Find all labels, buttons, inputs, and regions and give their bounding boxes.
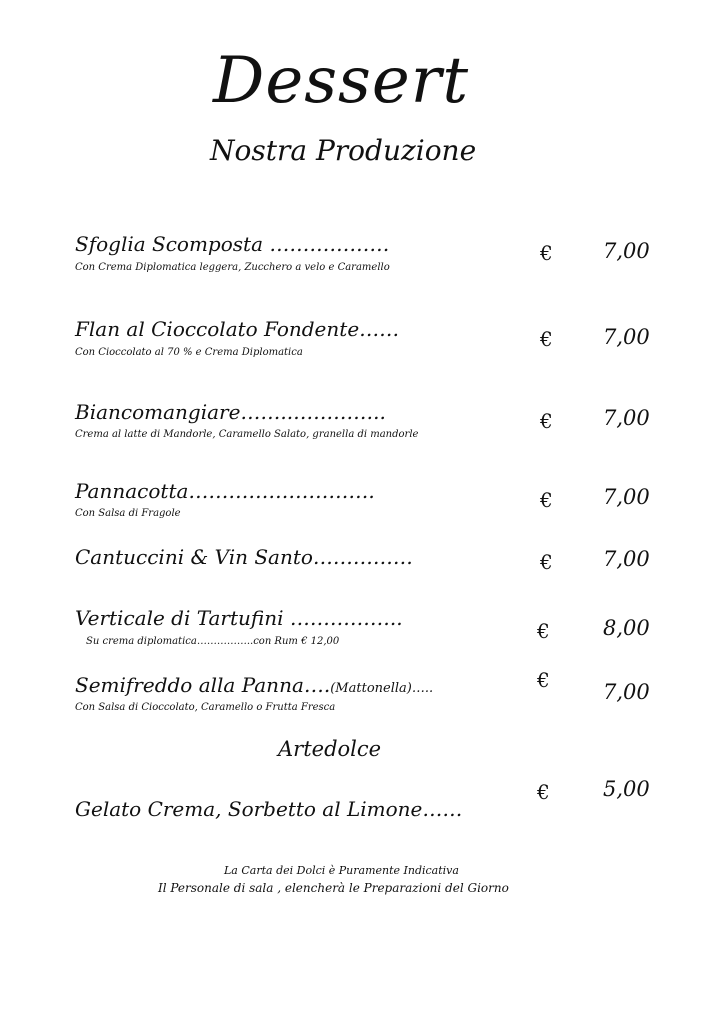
page-title: Dessert	[213, 44, 470, 118]
item-description: Con Salsa di Cioccolato, Caramello o Frutta Fresca	[75, 702, 336, 713]
item-name: Verticale di Tartufini ……………..	[75, 606, 403, 630]
item-price: 5,00	[603, 777, 650, 801]
item-description: Con Salsa di Fragole	[75, 508, 181, 519]
currency-symbol: €	[540, 488, 553, 512]
item-price: 7,00	[603, 485, 650, 509]
item-name-main: Semifreddo alla Panna….	[75, 673, 331, 697]
currency-symbol: €	[540, 409, 553, 433]
footer-note: La Carta dei Dolci è Puramente Indicativa	[224, 864, 459, 877]
currency-symbol: €	[540, 550, 553, 574]
page-subtitle: Nostra Produzione	[210, 134, 477, 167]
item-description: Con Cioccolato al 70 % e Crema Diplomatica	[75, 347, 303, 358]
footer-note: Il Personale di sala , elencherà le Preparazioni del Giorno	[158, 881, 509, 895]
item-price: 7,00	[603, 547, 650, 571]
item-name-suffix: (Mattonella)…..	[330, 681, 434, 696]
item-name: Gelato Crema, Sorbetto al Limone……	[75, 797, 463, 821]
item-price: 7,00	[603, 325, 650, 349]
item-name: Sfoglia Scomposta ………………	[75, 232, 390, 256]
item-name: Pannacotta……………………….	[75, 479, 375, 503]
item-price: 7,00	[603, 239, 650, 263]
item-description: Su crema diplomatica……………..con Rum € 12,00	[86, 636, 340, 647]
item-name: Cantuccini & Vin Santo……………	[75, 545, 413, 569]
item-name: Biancomangiare……..…………..	[75, 400, 386, 424]
currency-symbol: €	[537, 780, 550, 804]
currency-symbol: €	[537, 668, 550, 692]
item-price: 8,00	[603, 616, 650, 640]
item-name: Flan al Cioccolato Fondente……	[75, 317, 400, 341]
item-price: 7,00	[603, 680, 650, 704]
item-description: Con Crema Diplomatica leggera, Zucchero a velo e Caramello	[75, 262, 390, 273]
currency-symbol: €	[537, 619, 550, 643]
item-price: 7,00	[603, 406, 650, 430]
item-name	[75, 673, 433, 697]
item-description: Crema al latte di Mandorle, Caramello Salato, granella di mandorle	[75, 429, 419, 440]
currency-symbol: €	[540, 327, 553, 351]
currency-symbol: €	[540, 241, 553, 265]
section-title: Artedolce	[278, 737, 382, 761]
